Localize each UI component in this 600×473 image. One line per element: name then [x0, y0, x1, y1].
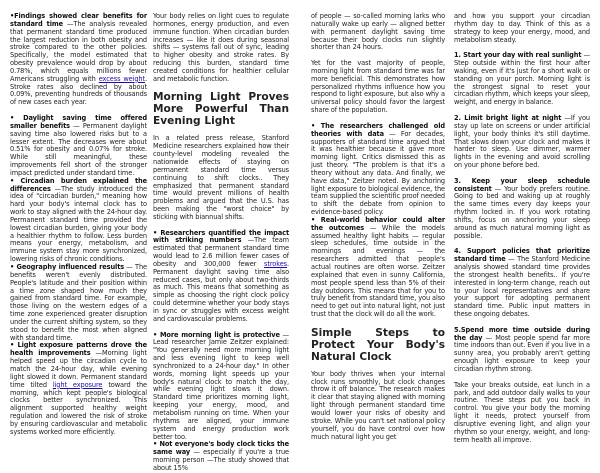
step-3: [454, 178, 590, 241]
bullet-text: — Lead researcher Jamie Zeitzer explained: "You generally need more morning light and less evening light to keep well synchronized to a 24-hour day." In other words, morning light speeds up your body's natural clock to match the day, while evening light slows it down. Standard time prioritizes morning light, keeping your energy, mood, and metabolism running on time. When your rhythms are aligned, your immune system and energy production work better too.: [153, 330, 289, 441]
paragraph-body-thrives: Your body thrives when your internal clock runs smoothly, but clock changes throw it off balance. The research makes it clear that staying aligned with morning light through permanent standard time would lower your risks of obesity and stroke. While you can't set national policy yourself, you do have control over how much natural light you get: [311, 369, 445, 441]
step-lead: 4. Support policies that prioritize standard time: [454, 247, 590, 264]
column-2: [153, 13, 289, 473]
step-lead: 2. Limit bright light at night: [454, 113, 562, 122]
bullet-text: —The team estimated that permanent standard time would lead to 2.6 million fewer cases of obesity and 300,000 fewer: [153, 236, 289, 268]
bullet-text: . Permanent daylight saving time also reduced cases, but only about two-thirds as much. This means that something as simple as choosing the right clock policy could determine whether your body stays in sync or struggles with excess weight and cardiovascular problems.: [153, 259, 289, 323]
step-text: — Step outside within the first hour after waking, even if it's just for a short walk or standing on your porch. Morning light is the strongest signal to reset your circadian rhythm, which keeps your sleep, weight, and energy in balance.: [454, 51, 591, 107]
paragraph-real-world: [311, 217, 445, 319]
step-text: — Most people spend far more time indoors than out. Even if you live in a sunny area, you probably aren't getting enough light exposure to keep your circadian rhythm strong.: [454, 333, 590, 373]
step-2: [454, 115, 590, 170]
light-exposure-link[interactable]: light exposure: [52, 380, 103, 389]
step-text: — The Stanford Medicine analysis showed standard time provides the strongest health benefits.. If you're interested in long-term change, reach out to your local representatives and share your support for adopting permanent standard time. Public input matters in these ongoing debates.: [454, 255, 590, 319]
paragraph-morning-larks: of people — so-called morning larks who naturally wake up early — aligned better with permanent daylight saving time because their body clocks run slightly shorter than 24 hours.: [311, 12, 445, 52]
paragraph-press-release: In a related press release, Stanford Medicine researchers explained how their county-level modeling revealed the nationwide effects of staying on permanent standard time versus continuing to shift clocks.. They emphasized that permanent standard time would prevent millions of health problems and argued that the U.S. has been making the "worst choice" by sticking with biannual shifts.: [153, 134, 289, 221]
paragraph-challenged-theories: [311, 123, 445, 217]
strokes-link[interactable]: strokes: [264, 259, 287, 268]
step-text: — Your body prefers routine. Going to bed and waking up at roughly the same times every day keeps your rhythm locked in. If you work rotating shifts, focus on anchoring your sleep around as much natural morning light as possible.: [454, 184, 590, 240]
step-5: [454, 327, 590, 374]
column-4: [454, 13, 590, 452]
bullet-text: —Morning light helped speed up the circadian cycle to match the 24-hour day, while evening light slowed it down. Permanent standard time tilted: [10, 349, 147, 389]
bullet-text: —The study introduced the idea of "circadian burden," meaning how hard your body's internal clock has to work to stay aligned with the 24-hour day. Permanent standard time provided the lowest circadian burden, giving your body a healthier rhythm to follow. Less burden means your energy, metabolism, and immune system stay more synchronized, lowering risks of chronic conditions.: [10, 184, 147, 264]
bullet-lead: • Light exposure patterns drove the health improvements: [10, 341, 147, 358]
bullet-lead: • Not everyone's body clock ticks the same way: [153, 440, 289, 457]
bullet-text: —The analysis revealed that permanent standard time produced the largest reduction in both obesity and stroke compared to the other policies. Specifically, the model estimated that obesity prevalence would drop by about 0.78%, which equals millions fewer Americans struggling with: [10, 19, 147, 83]
bullet-lead: • Daylight saving time offered smaller benefits: [10, 113, 147, 130]
bullet-lead: •Findings showed clear benefits for standard time: [10, 12, 147, 28]
paragraph-strategy: and how you support your circadian rhythm day to day. Think of this as a strategy to keep your energy, mood, and metabolism steady.: [454, 12, 590, 44]
bullet-text: — For decades, supporters of standard time argued that it was healthier because it gave more morning light. Critics dismissed this as just theory. "The problem is that it's a theory without any data. And finally, we have data," Zeitzer noted. By anchoring light exposure to biological evidence, the team supplied the scientific proof needed to shift the debate from opinion to evidence-based policy.: [311, 129, 445, 217]
paragraph-morning-light-protective: [153, 332, 289, 442]
bullet-lead: • More morning light is protective: [153, 330, 280, 339]
paragraph-body-clock: [153, 441, 289, 472]
paragraph-researchers-quantified: [153, 230, 289, 324]
column-1: [10, 13, 147, 437]
paragraph-majority: Yet for the vast majority of people, morning light from standard time was far more beneficial. This demonstrates how personalized rhythms influence how you respond to light exposure, but also why a universal policy should favor the largest share of the population.: [311, 59, 445, 115]
step-4: [454, 248, 590, 319]
bullet-lead: • Real-world behavior could alter the outcomes: [311, 215, 445, 232]
step-text: —If you stay up late on screens or under artificial light, your body thinks it's still daytime. That slows down your clock and makes it harder to sleep. Use dimmer, warmer lights in the evening and avoid scrolling on your phone before bed.: [454, 113, 590, 170]
bullet-text: toward the morning, which kept people's biological clocks better synchronized. This alignment supported healthy weight regulation and lowered the risk of stroke by ensuring cardiovascular and metabolic systems worked more efficiently.: [10, 380, 148, 436]
step-lead: 5.Spend more time outside during the day: [454, 325, 590, 342]
section-heading-simple-steps: Simple Steps to Protect Your Body's Natural Clock: [311, 326, 445, 363]
paragraph-geography: [10, 264, 147, 342]
paragraph-light-exposure: [10, 342, 147, 436]
bullet-text: — especially if you're a true morning person —The study showed that about 15%: [153, 448, 289, 472]
section-heading-morning-light: Morning Light Proves More Powerful Than Evening Light: [153, 91, 289, 128]
paragraph-findings: [10, 13, 147, 107]
paragraph-intro: Your body relies on light cues to regulate hormones, energy production, and even immune function. When circadian burden increases — like it does during seasonal shifts — systems fall out of sync, leading to higher obesity and stroke rates. By reducing this burden, standard time created conditions for healthier cellular and metabolic function.: [153, 12, 289, 83]
bullet-text: — The benefits weren't evenly distributed. People's latitude and their position within a time zone shaped how much they gained from standard time. For example, those living on the western edges of a time zone experienced greater disruption under the current shifting system, so they stood to benefit the most when aligned with standard time.: [10, 263, 147, 342]
column-3: [311, 13, 445, 449]
bullet-lead: • Circadian burden explained the differences: [10, 176, 147, 193]
bullet-lead: • Geography influenced results: [10, 263, 125, 271]
paragraph-circadian-burden: [10, 178, 147, 264]
bullet-text: — While the models assumed healthy light habits — regular sleep schedules, time outside in the mornings and evenings — the researchers admitted that people's actual routines are often worse. Zeitzer explained that even in sunny California, most people spend less than 5% of their day outdoors. This means that for you to truly benefit from standard time, you also need to get out into natural light, not just trust that the clock will do all the work.: [311, 223, 445, 319]
bullet-lead: • The researchers challenged old theories with data: [311, 121, 445, 138]
bullet-text: . Stroke rates also declined by about 0.09%, preventing hundreds of thousands of new cases each year.: [10, 74, 147, 107]
step-1: [454, 52, 590, 107]
step-lead: 3. Keep your sleep schedule consistent: [454, 176, 590, 193]
paragraph-dst: [10, 115, 147, 178]
bullet-text: — Permanent daylight saving time also lowered risks but to a lesser extent. The decreases were about 0.51% for obesity and 0.07% for stroke. While still meaningful, these improvements fell short of the stronger impact predicted under standard time.: [10, 121, 147, 177]
excess-weight-link[interactable]: excess weight: [98, 74, 145, 83]
bullet-lead: • Researchers quantified the impact with striking numbers: [153, 228, 289, 245]
paragraph-closing: Take your breaks outside, eat lunch in a park, and add outdoor daily walks to your routine. These steps put you back in control. You give your body the morning light it needs, protect yourself from disruptive evening light, and align your rhythm so your energy, weight, and long-term health all improve.: [454, 380, 590, 444]
step-lead: 1. Start your day with real sunlight: [454, 51, 582, 60]
